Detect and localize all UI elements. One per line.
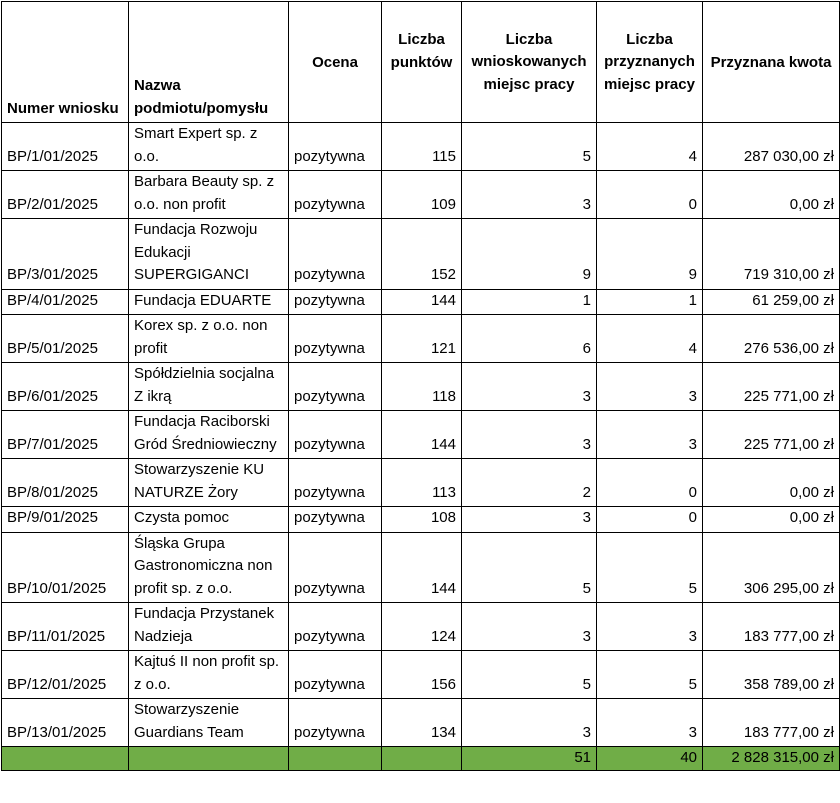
cell-name: Czysta pomoc xyxy=(129,507,289,533)
header-granted-jobs: Liczba przyznanych miejsc pracy xyxy=(597,2,703,123)
cell-number: BP/1/01/2025 xyxy=(2,123,129,171)
cell-amount: 0,00 zł xyxy=(703,507,840,533)
header-name: Nazwa podmiotu/pomysłu xyxy=(129,2,289,123)
cell-requested-jobs: 5 xyxy=(462,123,597,171)
cell-name: Fundacja Raciborski Gród Średniowieczny xyxy=(129,411,289,459)
cell-number: BP/8/01/2025 xyxy=(2,459,129,507)
cell-points: 144 xyxy=(382,411,462,459)
cell-evaluation: pozytywna xyxy=(289,651,382,699)
cell-points: 152 xyxy=(382,219,462,290)
cell-number: BP/2/01/2025 xyxy=(2,171,129,219)
cell-name: Śląska Grupa Gastronomiczna non profit sp. z o.o. xyxy=(129,532,289,603)
header-number: Numer wniosku xyxy=(2,2,129,123)
cell-amount: 183 777,00 zł xyxy=(703,603,840,651)
cell-amount: 61 259,00 zł xyxy=(703,289,840,315)
cell-number: BP/3/01/2025 xyxy=(2,219,129,290)
cell-number: BP/5/01/2025 xyxy=(2,315,129,363)
cell-amount: 306 295,00 zł xyxy=(703,532,840,603)
header-requested-jobs: Liczba wnioskowanych miejsc pracy xyxy=(462,2,597,123)
cell-evaluation: pozytywna xyxy=(289,219,382,290)
cell-number: BP/12/01/2025 xyxy=(2,651,129,699)
cell-granted-jobs: 5 xyxy=(597,651,703,699)
cell-amount: 0,00 zł xyxy=(703,171,840,219)
cell-requested-jobs: 3 xyxy=(462,699,597,747)
cell-evaluation: pozytywna xyxy=(289,532,382,603)
cell-amount: 0,00 zł xyxy=(703,459,840,507)
total-row xyxy=(2,747,840,771)
cell-evaluation: pozytywna xyxy=(289,507,382,533)
total-empty-cell xyxy=(382,747,462,771)
cell-granted-jobs: 3 xyxy=(597,363,703,411)
cell-requested-jobs: 9 xyxy=(462,219,597,290)
cell-granted-jobs: 5 xyxy=(597,532,703,603)
cell-evaluation: pozytywna xyxy=(289,459,382,507)
total-empty-cell xyxy=(129,747,289,771)
cell-points: 156 xyxy=(382,651,462,699)
cell-amount: 183 777,00 zł xyxy=(703,699,840,747)
cell-granted-jobs: 0 xyxy=(597,171,703,219)
cell-granted-jobs: 0 xyxy=(597,507,703,533)
cell-amount: 276 536,00 zł xyxy=(703,315,840,363)
total-granted: 40 xyxy=(597,747,703,771)
cell-name: Barbara Beauty sp. z o.o. non profit xyxy=(129,171,289,219)
cell-requested-jobs: 5 xyxy=(462,651,597,699)
cell-name: Fundacja EDUARTE xyxy=(129,289,289,315)
cell-name: Fundacja Rozwoju Edukacji SUPERGIGANCI xyxy=(129,219,289,290)
cell-granted-jobs: 3 xyxy=(597,603,703,651)
cell-granted-jobs: 4 xyxy=(597,123,703,171)
cell-granted-jobs: 3 xyxy=(597,699,703,747)
cell-requested-jobs: 3 xyxy=(462,363,597,411)
header-points: Liczba punktów xyxy=(382,2,462,123)
table-row xyxy=(2,363,840,411)
cell-requested-jobs: 3 xyxy=(462,507,597,533)
cell-granted-jobs: 9 xyxy=(597,219,703,290)
cell-number: BP/11/01/2025 xyxy=(2,603,129,651)
table-row xyxy=(2,123,840,171)
table-row xyxy=(2,603,840,651)
cell-granted-jobs: 4 xyxy=(597,315,703,363)
table-row xyxy=(2,507,840,533)
cell-amount: 358 789,00 zł xyxy=(703,651,840,699)
cell-evaluation: pozytywna xyxy=(289,123,382,171)
table-row xyxy=(2,289,840,315)
cell-requested-jobs: 5 xyxy=(462,532,597,603)
cell-name: Stowarzyszenie KU NATURZE Żory xyxy=(129,459,289,507)
cell-points: 113 xyxy=(382,459,462,507)
cell-name: Kajtuś II non profit sp. z o.o. xyxy=(129,651,289,699)
cell-amount: 719 310,00 zł xyxy=(703,219,840,290)
cell-requested-jobs: 3 xyxy=(462,411,597,459)
cell-number: BP/7/01/2025 xyxy=(2,411,129,459)
cell-number: BP/10/01/2025 xyxy=(2,532,129,603)
header-evaluation: Ocena xyxy=(289,2,382,123)
cell-evaluation: pozytywna xyxy=(289,603,382,651)
cell-points: 134 xyxy=(382,699,462,747)
cell-number: BP/4/01/2025 xyxy=(2,289,129,315)
cell-evaluation: pozytywna xyxy=(289,289,382,315)
cell-points: 121 xyxy=(382,315,462,363)
total-empty-cell xyxy=(289,747,382,771)
table-row xyxy=(2,699,840,747)
cell-number: BP/13/01/2025 xyxy=(2,699,129,747)
table-row xyxy=(2,411,840,459)
cell-points: 118 xyxy=(382,363,462,411)
cell-granted-jobs: 3 xyxy=(597,411,703,459)
cell-name: Fundacja Przystanek Nadzieja xyxy=(129,603,289,651)
cell-requested-jobs: 2 xyxy=(462,459,597,507)
header-row xyxy=(2,2,840,123)
table-row xyxy=(2,219,840,290)
cell-amount: 225 771,00 zł xyxy=(703,363,840,411)
cell-number: BP/9/01/2025 xyxy=(2,507,129,533)
table-row xyxy=(2,532,840,603)
cell-granted-jobs: 0 xyxy=(597,459,703,507)
cell-evaluation: pozytywna xyxy=(289,315,382,363)
grants-table xyxy=(1,1,840,771)
cell-requested-jobs: 1 xyxy=(462,289,597,315)
cell-number: BP/6/01/2025 xyxy=(2,363,129,411)
table-row xyxy=(2,171,840,219)
cell-evaluation: pozytywna xyxy=(289,699,382,747)
cell-granted-jobs: 1 xyxy=(597,289,703,315)
table-row xyxy=(2,459,840,507)
total-requested: 51 xyxy=(462,747,597,771)
cell-requested-jobs: 6 xyxy=(462,315,597,363)
cell-points: 144 xyxy=(382,532,462,603)
total-empty-cell xyxy=(2,747,129,771)
cell-points: 144 xyxy=(382,289,462,315)
cell-amount: 225 771,00 zł xyxy=(703,411,840,459)
cell-points: 124 xyxy=(382,603,462,651)
cell-name: Spółdzielnia socjalna Z ikrą xyxy=(129,363,289,411)
table-row xyxy=(2,315,840,363)
cell-evaluation: pozytywna xyxy=(289,411,382,459)
cell-name: Stowarzyszenie Guardians Team xyxy=(129,699,289,747)
cell-points: 115 xyxy=(382,123,462,171)
cell-amount: 287 030,00 zł xyxy=(703,123,840,171)
total-amount: 2 828 315,00 zł xyxy=(703,747,840,771)
cell-requested-jobs: 3 xyxy=(462,171,597,219)
cell-requested-jobs: 3 xyxy=(462,603,597,651)
table-row xyxy=(2,651,840,699)
cell-points: 109 xyxy=(382,171,462,219)
cell-evaluation: pozytywna xyxy=(289,363,382,411)
header-amount: Przyznana kwota xyxy=(703,2,840,123)
cell-name: Korex sp. z o.o. non profit xyxy=(129,315,289,363)
cell-points: 108 xyxy=(382,507,462,533)
cell-evaluation: pozytywna xyxy=(289,171,382,219)
table-body xyxy=(2,123,840,747)
cell-name: Smart Expert sp. z o.o. xyxy=(129,123,289,171)
